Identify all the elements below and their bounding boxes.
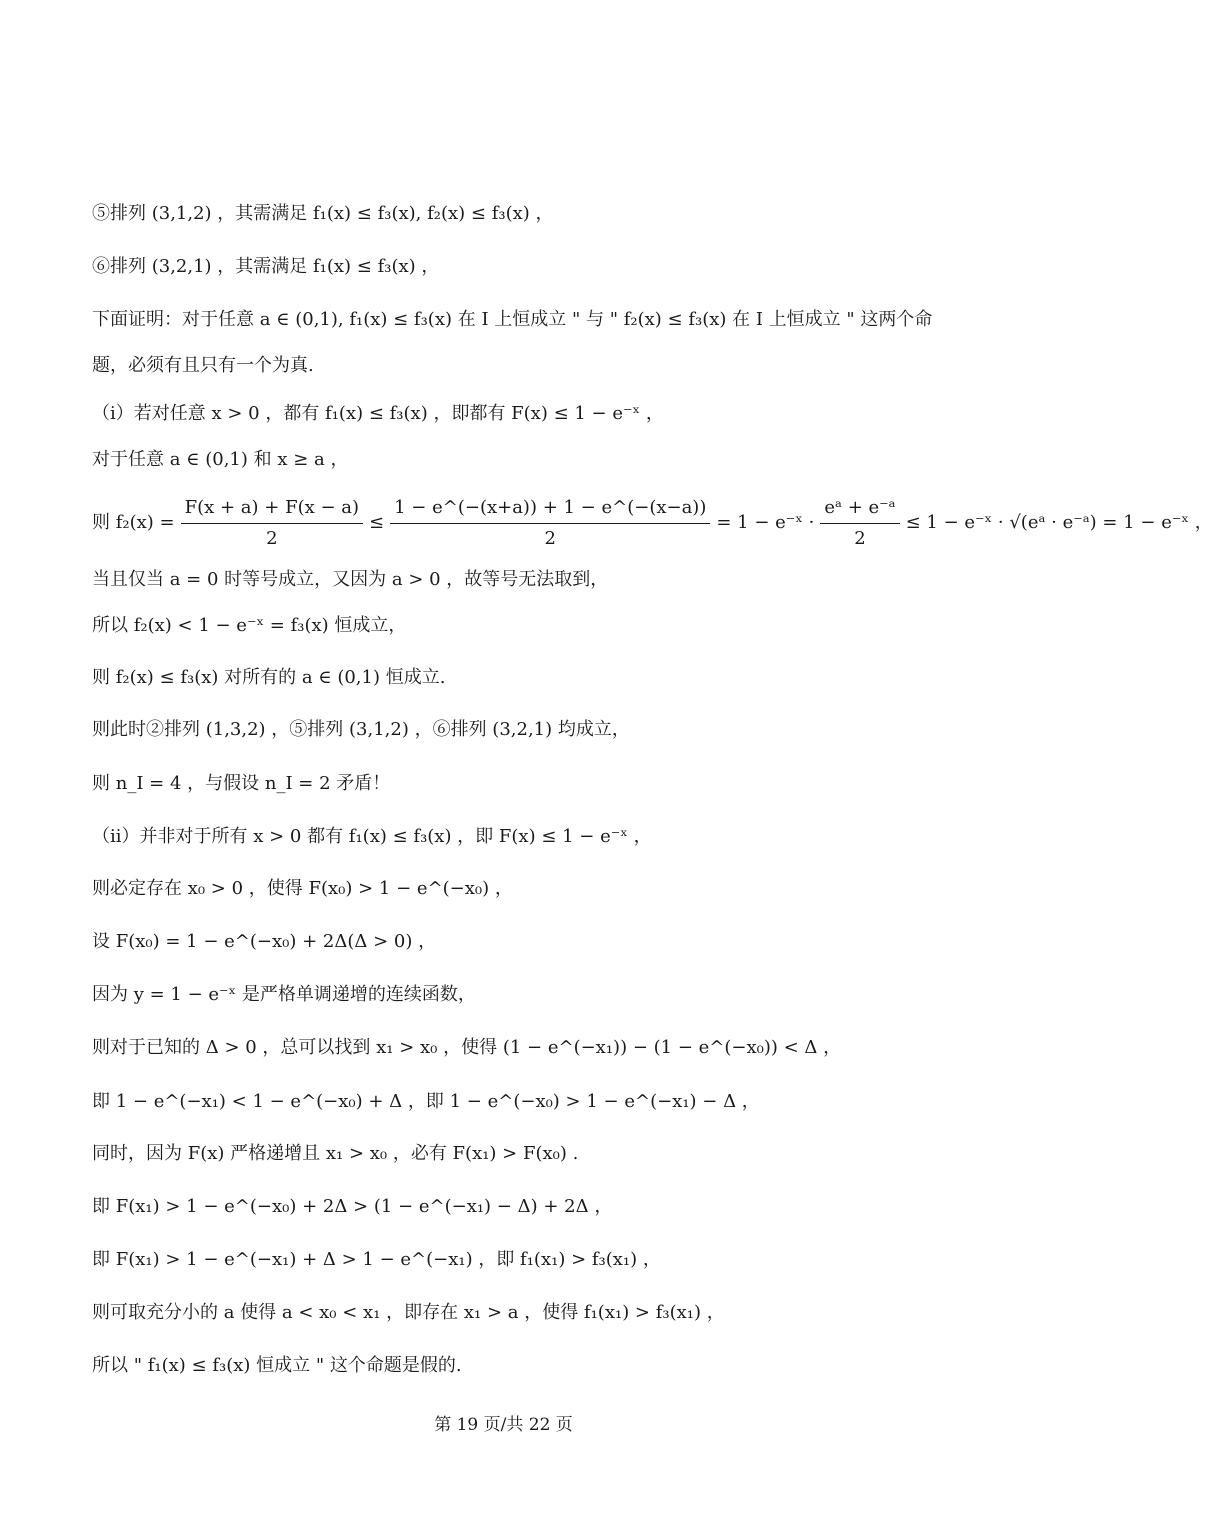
text-line: 题，必须有且只有一个为真. [92,355,314,376]
text-line: （ii）并非对于所有 x > 0 都有 f₁(x) ≤ f₃(x) ，即 F(x) ≤ 1 − e⁻ˣ ， [92,826,652,847]
text-line: 所以 f₂(x) < 1 − e⁻ˣ = f₃(x) 恒成立， [92,615,407,636]
text-line: 则 f₂(x) ≤ f₃(x) 对所有的 a ∈ (0,1) 恒成立. [92,667,446,688]
text-line: 则 n_I = 4 ，与假设 n_I = 2 矛盾！ [92,773,391,794]
text-line: 设 F(x₀) = 1 − e^(−x₀) + 2Δ(Δ > 0) ， [92,931,437,952]
text-line: 同时，因为 F(x) 严格递增且 x₁ > x₀ ，必有 F(x₁) > F(x₀) . [92,1143,579,1164]
text-line: 下面证明：对于任意 a ∈ (0,1), f₁(x) ≤ f₃(x) 在 I 上恒成立 " 与 " f₂(x) ≤ f₃(x) 在 I 上恒成立 " 这两个命 [92,309,933,330]
text-line: ⑤排列 (3,1,2) ，其需满足 f₁(x) ≤ f₃(x), f₂(x) ≤ f₃(x) ， [92,203,554,224]
text-line: 则可取充分小的 a 使得 a < x₀ < x₁ ，即存在 x₁ > a ，使得 f₁(x₁) > f₃(x₁) ， [92,1302,725,1323]
fraction-3-numerator: eᵃ + e⁻ᵃ [820,496,899,524]
text-line: 对于任意 a ∈ (0,1) 和 x ≥ a ， [92,449,349,470]
fraction-3 [820,496,899,551]
equation-prefix: 则 f₂(x) = [92,512,175,533]
display-equation [92,492,1213,554]
text-line: 即 F(x₁) > 1 − e^(−x₀) + 2Δ > (1 − e^(−x₁) − Δ) + 2Δ ， [92,1196,613,1217]
fraction-3-denominator: 2 [854,527,866,549]
fraction-1 [181,496,363,551]
text-line: 当且仅当 a = 0 时等号成立，又因为 a > 0 ，故等号无法取到， [92,569,609,590]
text-line: （i）若对任意 x > 0 ，都有 f₁(x) ≤ f₃(x) ，即都有 F(x) ≤ 1 − e⁻ˣ ， [92,403,664,424]
text-line: 则必定存在 x₀ > 0 ，使得 F(x₀) > 1 − e^(−x₀) ， [92,878,513,899]
fraction-1-numerator: F(x + a) + F(x − a) [181,496,363,524]
fraction-2-numerator: 1 − e^(−(x+a)) + 1 − e^(−(x−a)) [390,496,710,524]
text-line: 因为 y = 1 − e⁻ˣ 是严格单调递增的连续函数， [92,984,476,1005]
page-footer: 第 19 页/共 22 页 [434,1415,573,1435]
fraction-1-denominator: 2 [266,527,278,549]
text-line: 即 F(x₁) > 1 − e^(−x₁) + Δ > 1 − e^(−x₁) ，即 f₁(x₁) > f₃(x₁) ， [92,1249,661,1270]
text-line: ⑥排列 (3,2,1) ，其需满足 f₁(x) ≤ f₃(x) ， [92,256,440,277]
text-line: 则对于已知的 Δ > 0 ，总可以找到 x₁ > x₀ ，使得 (1 − e^(−x₁)) − (1 − e^(−x₀)) < Δ ， [92,1037,842,1058]
fraction-2 [390,496,710,551]
fraction-2-denominator: 2 [544,527,556,549]
text-line: 即 1 − e^(−x₁) < 1 − e^(−x₀) + Δ ，即 1 − e^(−x₀) > 1 − e^(−x₁) − Δ ， [92,1091,760,1112]
equation-tail: ≤ 1 − e⁻ˣ · √(eᵃ · e⁻ᵃ) = 1 − e⁻ˣ ， [905,512,1213,533]
text-line: 所以 " f₁(x) ≤ f₃(x) 恒成立 " 这个命题是假的. [92,1355,462,1376]
equation-relation: ≤ [369,512,385,533]
text-line: 则此时②排列 (1,3,2) ，⑤排列 (3,1,2) ，⑥排列 (3,2,1) 均成立， [92,719,630,740]
equation-middle: = 1 − e⁻ˣ · [716,512,815,533]
